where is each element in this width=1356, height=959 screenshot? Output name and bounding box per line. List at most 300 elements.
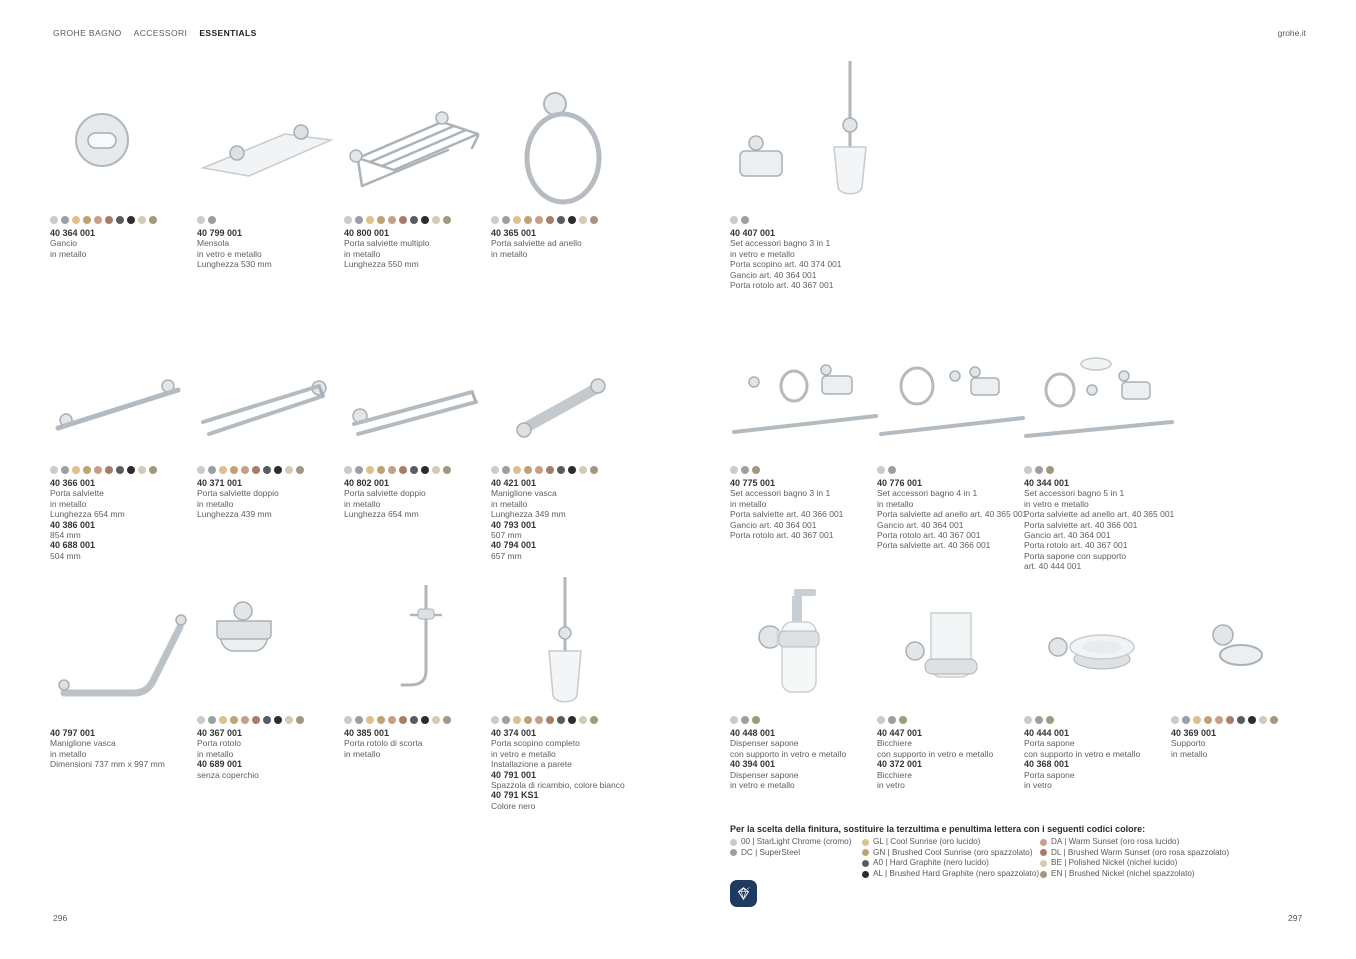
grohe-quality-seal-icon <box>730 880 757 907</box>
finish-dot-A0 <box>410 716 418 724</box>
finish-dot-DC <box>1035 716 1043 724</box>
site-link[interactable]: grohe.it <box>1277 28 1306 38</box>
finish-dot-AL <box>568 466 576 474</box>
product-info <box>1024 478 1184 572</box>
product-desc: Porta rotolo art. 40 367 001 <box>730 530 834 541</box>
product-desc: Porta sapone <box>1024 769 1075 780</box>
product-desc: in vetro e metallo <box>730 780 795 791</box>
product-code: 40 366 001 <box>50 478 96 488</box>
product-desc: Porta rotolo art. 40 367 001 <box>877 530 981 541</box>
product-image-toilet-brush-icon <box>491 575 651 712</box>
product-card-40-365-001 <box>491 60 651 259</box>
finish-dot-A0 <box>263 716 271 724</box>
product-info <box>50 478 210 561</box>
product-image-bath-set-5in1-icon <box>1024 330 1184 462</box>
legend-label: GN | Brushed Cool Sunrise (oro spazzolato) <box>873 847 1033 857</box>
product-desc: Lunghezza 654 mm <box>344 509 419 520</box>
product-desc: Gancio <box>50 238 77 249</box>
product-card-40-367-001 <box>197 575 357 780</box>
finish-swatches <box>491 212 651 228</box>
finish-dot-00 <box>1024 716 1032 724</box>
legend-column-2 <box>862 837 1040 879</box>
product-desc: Porta salviette doppio <box>197 488 279 499</box>
finish-dot-EN <box>1270 716 1278 724</box>
product-code: 40 688 001 <box>50 540 96 551</box>
finish-dot-DC <box>355 216 363 224</box>
finish-dot-GN <box>524 216 532 224</box>
finish-swatches <box>491 462 651 478</box>
product-info <box>877 728 1037 790</box>
legend-item-DC <box>730 848 862 859</box>
finish-dot-A0 <box>116 466 124 474</box>
finish-dot-AL <box>862 871 869 878</box>
finish-dot-GN <box>83 466 91 474</box>
finish-dot-DC <box>741 716 749 724</box>
finish-dot-00 <box>50 216 58 224</box>
legend-label: DC | SuperSteel <box>741 847 801 857</box>
product-info <box>344 478 504 520</box>
legend-label: GL | Cool Sunrise (oro lucido) <box>873 837 981 846</box>
product-card-40-364-001 <box>50 60 210 259</box>
product-code: 40 444 001 <box>1024 728 1070 738</box>
finish-dot-EN <box>1046 466 1054 474</box>
product-code: 40 791 001 <box>491 769 537 780</box>
product-desc: in metallo <box>1171 748 1208 759</box>
product-desc: Spazzola di ricambio, colore bianco <box>491 780 625 791</box>
product-card-40-374-001 <box>491 575 651 811</box>
product-image-towel-rack-icon <box>344 60 504 212</box>
product-image-holder-support-icon <box>1171 575 1331 712</box>
product-desc: Porta sapone <box>1024 738 1075 749</box>
finish-dot-00 <box>730 839 737 846</box>
product-info <box>730 728 890 790</box>
product-desc: Colore nero <box>491 800 536 811</box>
product-code: 40 407 001 <box>730 228 776 238</box>
finish-dot-00 <box>730 216 738 224</box>
product-desc: Maniglione vasca <box>50 738 116 749</box>
finish-swatches <box>877 712 1037 728</box>
legend-item-AL <box>862 869 1040 880</box>
product-desc: Porta salviette art. 40 366 001 <box>877 540 991 551</box>
finish-dot-A0 <box>410 466 418 474</box>
product-image-double-towel-bar-icon <box>197 330 357 462</box>
product-info <box>491 728 651 811</box>
product-desc: Lunghezza 349 mm <box>491 509 566 520</box>
finish-dot-DC <box>888 716 896 724</box>
product-code: 40 372 001 <box>877 759 923 770</box>
finish-swatches <box>491 712 651 728</box>
finish-dot-EN <box>443 716 451 724</box>
finish-dot-DA <box>94 466 102 474</box>
finish-dot-DA <box>535 466 543 474</box>
product-desc: Supporto <box>1171 738 1206 749</box>
product-info <box>730 478 890 540</box>
legend-item-GL <box>862 837 1040 848</box>
finish-dot-DA <box>388 216 396 224</box>
finish-dot-DL <box>399 216 407 224</box>
product-code: 40 797 001 <box>50 728 96 738</box>
finish-dot-GL <box>219 716 227 724</box>
product-code: 40 364 001 <box>50 228 96 238</box>
finish-dot-EN <box>590 216 598 224</box>
finish-swatches <box>1024 462 1184 478</box>
finish-dot-DC <box>741 466 749 474</box>
legend-item-GN <box>862 848 1040 859</box>
product-code: 40 776 001 <box>877 478 923 488</box>
product-desc: Dispenser sapone <box>730 738 799 749</box>
finish-swatches <box>1024 712 1184 728</box>
finish-dot-AL <box>421 716 429 724</box>
finish-dot-AL <box>127 216 135 224</box>
legend-item-00 <box>730 837 862 848</box>
product-desc: in metallo <box>877 498 914 509</box>
finish-dot-BE <box>138 466 146 474</box>
finish-dot-DC <box>208 466 216 474</box>
product-desc: Set accessori bagno 4 in 1 <box>877 488 978 499</box>
finish-dot-00 <box>344 716 352 724</box>
finish-dot-AL <box>568 716 576 724</box>
product-card-40-366-001 <box>50 330 210 561</box>
product-card-40-800-001 <box>344 60 504 270</box>
breadcrumb-series: ESSENTIALS <box>199 28 257 38</box>
product-image-glass-shelf-icon <box>197 60 357 212</box>
product-code: 40 374 001 <box>491 728 537 738</box>
finish-dot-A0 <box>557 466 565 474</box>
finish-dot-A0 <box>557 716 565 724</box>
page-number-right: 297 <box>1288 913 1303 923</box>
product-desc: con supporto in vetro e metallo <box>730 748 847 759</box>
finish-swatches <box>50 212 210 228</box>
product-desc: Mensola <box>197 238 230 249</box>
finish-swatches <box>50 462 210 478</box>
product-desc: Lunghezza 439 mm <box>197 509 272 520</box>
product-desc: in metallo <box>50 248 87 259</box>
finish-dot-EN <box>590 466 598 474</box>
product-desc: con supporto in vetro e metallo <box>1024 748 1141 759</box>
finish-dot-00 <box>50 466 58 474</box>
product-image-towel-bar-icon <box>50 330 210 462</box>
product-desc: Porta scopino completo <box>491 738 580 749</box>
legend-title: Per la scelta della finitura, sostituire la terzultima e penultima lettera con i seguenti codici colore: <box>730 824 1146 834</box>
finish-dot-GL <box>366 216 374 224</box>
finish-dot-GN <box>524 716 532 724</box>
finish-swatches <box>344 462 504 478</box>
finish-dot-AL <box>421 216 429 224</box>
product-desc: Porta rotolo art. 40 367 001 <box>1024 540 1128 551</box>
product-card-40-421-001 <box>491 330 651 561</box>
finish-dot-AL <box>127 466 135 474</box>
finish-dot-00 <box>1171 716 1179 724</box>
finish-dot-DL <box>546 216 554 224</box>
finish-dot-GL <box>366 466 374 474</box>
page-number-left: 296 <box>53 913 68 923</box>
product-info <box>344 228 504 270</box>
legend-label: AL | Brushed Hard Graphite (nero spazzolato) <box>873 868 1040 878</box>
finish-dot-GL <box>366 716 374 724</box>
product-desc: in metallo <box>50 498 87 509</box>
product-desc: in vetro e metallo <box>730 248 795 259</box>
finish-dot-BE <box>579 216 587 224</box>
finish-dot-AL <box>421 466 429 474</box>
finish-swatches <box>730 212 890 228</box>
legend-column-1 <box>730 837 862 879</box>
finish-dot-DL <box>105 466 113 474</box>
finish-dot-DL <box>546 716 554 724</box>
product-desc: Porta salviette multiplo <box>344 238 430 249</box>
product-code: 40 802 001 <box>344 478 390 488</box>
finish-dot-DL <box>1226 716 1234 724</box>
finish-dot-EN <box>149 466 157 474</box>
product-desc: Gancio art. 40 364 001 <box>1024 530 1111 541</box>
finish-dot-00 <box>877 716 885 724</box>
product-card-40-776-001 <box>877 330 1037 551</box>
product-code: 40 369 001 <box>1171 728 1217 738</box>
product-code: 40 367 001 <box>197 728 243 738</box>
product-info <box>1024 728 1184 790</box>
finish-dot-DA <box>241 716 249 724</box>
product-desc: Set accessori bagno 5 in 1 <box>1024 488 1125 499</box>
product-desc: in metallo <box>730 498 767 509</box>
finish-swatches <box>50 712 210 728</box>
finish-dot-BE <box>579 466 587 474</box>
finish-dot-GL <box>862 839 869 846</box>
product-image-wall-hook-icon <box>50 60 210 212</box>
finish-dot-EN <box>443 216 451 224</box>
finish-dot-DC <box>502 216 510 224</box>
finish-dot-GL <box>72 466 80 474</box>
legend-label: 00 | StarLight Chrome (cromo) <box>741 837 852 846</box>
product-desc: in metallo <box>491 498 528 509</box>
product-card-40-371-001 <box>197 330 357 520</box>
product-info <box>197 228 357 270</box>
finish-dot-DC <box>1182 716 1190 724</box>
finish-swatches <box>344 212 504 228</box>
finish-dot-DA <box>535 716 543 724</box>
product-info <box>197 478 357 520</box>
finish-dot-00 <box>344 216 352 224</box>
finish-dot-A0 <box>862 860 869 867</box>
finish-dot-EN <box>443 466 451 474</box>
product-card-40-802-001 <box>344 330 504 520</box>
legend-item-DA <box>1040 837 1229 848</box>
product-desc: Porta rotolo art. 40 367 001 <box>730 280 834 291</box>
finish-dot-BE <box>285 716 293 724</box>
finish-dot-A0 <box>263 466 271 474</box>
finish-dot-GN <box>862 849 869 856</box>
finish-dot-AL <box>274 466 282 474</box>
finish-swatches <box>344 712 504 728</box>
product-code: 40 800 001 <box>344 228 390 238</box>
product-desc: Porta salviette ad anello art. 40 365 001 <box>877 509 1028 520</box>
product-code: 40 799 001 <box>197 228 243 238</box>
finish-dot-GL <box>513 216 521 224</box>
finish-dot-00 <box>730 466 738 474</box>
product-desc: Maniglione vasca <box>491 488 557 499</box>
product-info <box>877 478 1037 551</box>
finish-dot-BE <box>1040 860 1047 867</box>
product-card-40-448-001 <box>730 575 890 790</box>
finish-dot-AL <box>1248 716 1256 724</box>
finish-dot-EN <box>590 716 598 724</box>
finish-dot-EN <box>752 466 760 474</box>
product-code: 40 775 001 <box>730 478 776 488</box>
product-desc: in vetro <box>1024 780 1052 791</box>
finish-dot-DC <box>1035 466 1043 474</box>
finish-dot-DC <box>502 716 510 724</box>
finish-dot-00 <box>877 466 885 474</box>
product-code: 40 386 001 <box>50 519 96 530</box>
product-desc: 657 mm <box>491 550 522 561</box>
product-image-soap-dispenser-icon <box>730 575 890 712</box>
finish-dot-DC <box>355 466 363 474</box>
finish-dot-EN <box>752 716 760 724</box>
product-info <box>197 728 357 780</box>
product-desc: 504 mm <box>50 550 81 561</box>
product-desc: in metallo <box>197 498 234 509</box>
finish-dot-00 <box>491 216 499 224</box>
finish-dot-BE <box>432 716 440 724</box>
product-card-40-447-001 <box>877 575 1037 790</box>
finish-dot-GN <box>230 716 238 724</box>
finish-dot-DA <box>535 216 543 224</box>
finish-dot-00 <box>197 216 205 224</box>
product-desc: 507 mm <box>491 530 522 541</box>
legend-label: DL | Brushed Warm Sunset (oro rosa spazzolato) <box>1051 847 1230 857</box>
finish-dot-DC <box>730 849 737 856</box>
product-code: 40 793 001 <box>491 519 537 530</box>
product-code: 40 421 001 <box>491 478 537 488</box>
finish-dot-DC <box>61 466 69 474</box>
finish-dot-DL <box>252 716 260 724</box>
product-desc: Porta salviette ad anello art. 40 365 001 <box>1024 509 1175 520</box>
product-desc: Porta salviette art. 40 366 001 <box>730 509 844 520</box>
product-info <box>491 228 651 259</box>
finish-dot-DL <box>546 466 554 474</box>
product-image-glass-tumbler-icon <box>877 575 1037 712</box>
finish-dot-EN <box>1046 716 1054 724</box>
product-desc: Bicchiere <box>877 769 912 780</box>
finish-dot-A0 <box>557 216 565 224</box>
finish-swatches <box>197 212 357 228</box>
finish-dot-DL <box>1040 849 1047 856</box>
finish-dot-DL <box>399 466 407 474</box>
finish-dot-00 <box>491 716 499 724</box>
product-card-40-344-001 <box>1024 330 1184 572</box>
finish-dot-BE <box>138 216 146 224</box>
legend-label: BE | Polished Nickel (nichel lucido) <box>1051 858 1178 868</box>
finish-dot-DC <box>61 216 69 224</box>
product-info <box>50 728 210 770</box>
finish-dot-GN <box>377 216 385 224</box>
finish-dot-DA <box>1040 839 1047 846</box>
finish-dot-A0 <box>410 216 418 224</box>
product-desc: Porta salviette doppio <box>344 488 426 499</box>
finish-dot-AL <box>568 216 576 224</box>
product-desc: in metallo <box>344 748 381 759</box>
legend-item-A0 <box>862 858 1040 869</box>
product-code: 40 368 001 <box>1024 759 1070 770</box>
product-desc: Porta salviette <box>50 488 104 499</box>
finish-dot-GN <box>377 466 385 474</box>
product-code: 40 791 KS1 <box>491 790 539 801</box>
finish-dot-DL <box>252 466 260 474</box>
finish-swatches <box>730 462 890 478</box>
product-desc: Lunghezza 530 mm <box>197 259 272 270</box>
finish-dot-DA <box>388 716 396 724</box>
finish-dot-BE <box>579 716 587 724</box>
finish-dot-EN <box>1040 871 1047 878</box>
product-desc: Bicchiere <box>877 738 912 749</box>
product-code: 40 385 001 <box>344 728 390 738</box>
product-card-40-407-001 <box>730 55 890 290</box>
finish-dot-DA <box>388 466 396 474</box>
finish-dot-EN <box>296 716 304 724</box>
finish-dot-DC <box>355 716 363 724</box>
product-desc: in vetro e metallo <box>197 248 262 259</box>
product-desc: Dispenser sapone <box>730 769 799 780</box>
finish-dot-EN <box>149 216 157 224</box>
finish-dot-GN <box>83 216 91 224</box>
product-desc: Set accessori bagno 3 in 1 <box>730 488 831 499</box>
finish-dot-GL <box>513 466 521 474</box>
finish-dot-DC <box>208 716 216 724</box>
product-desc: Lunghezza 550 mm <box>344 259 419 270</box>
product-code: 40 447 001 <box>877 728 923 738</box>
product-desc: Installazione a parete <box>491 759 572 770</box>
finish-dot-GL <box>72 216 80 224</box>
finish-dot-EN <box>899 716 907 724</box>
finish-swatches <box>197 712 357 728</box>
finish-dot-GN <box>524 466 532 474</box>
product-desc: Porta salviette ad anello <box>491 238 582 249</box>
product-info <box>344 728 504 759</box>
finish-dot-A0 <box>116 216 124 224</box>
finish-swatches <box>877 462 1037 478</box>
finish-dot-AL <box>274 716 282 724</box>
product-code: 40 371 001 <box>197 478 243 488</box>
finish-dot-00 <box>197 716 205 724</box>
product-desc: in metallo <box>344 248 381 259</box>
finish-dot-00 <box>1024 466 1032 474</box>
product-image-double-towel-bar-icon <box>344 330 504 462</box>
product-code: 40 689 001 <box>197 759 243 770</box>
finish-dot-DL <box>399 716 407 724</box>
product-image-grab-bar-icon <box>491 330 651 462</box>
product-desc: Dimensioni 737 mm x 997 mm <box>50 759 165 770</box>
product-card-40-799-001 <box>197 60 357 270</box>
breadcrumb-section: ACCESSORI <box>133 28 188 38</box>
product-desc: in vetro e metallo <box>1024 498 1089 509</box>
finish-dot-GN <box>377 716 385 724</box>
product-desc: Porta scopino art. 40 374 001 <box>730 259 842 270</box>
finish-swatches <box>730 712 890 728</box>
product-card-40-385-001 <box>344 575 504 759</box>
product-desc: 854 mm <box>50 530 81 541</box>
legend-item-EN <box>1040 869 1229 880</box>
product-desc: art. 40 444 001 <box>1024 561 1082 572</box>
product-desc: Gancio art. 40 364 001 <box>877 519 964 530</box>
finish-dot-BE <box>432 216 440 224</box>
product-image-bath-set-4in1-icon <box>877 330 1037 462</box>
finish-dot-DA <box>94 216 102 224</box>
product-desc: Porta salviette art. 40 366 001 <box>1024 519 1138 530</box>
product-desc: in vetro <box>877 780 905 791</box>
finish-dot-DA <box>1215 716 1223 724</box>
legend-label: DA | Warm Sunset (oro rosa lucido) <box>1051 837 1180 846</box>
product-image-angled-grab-bar-icon <box>50 575 210 712</box>
product-desc: in metallo <box>344 498 381 509</box>
product-image-spare-roll-holder-icon <box>344 575 504 712</box>
